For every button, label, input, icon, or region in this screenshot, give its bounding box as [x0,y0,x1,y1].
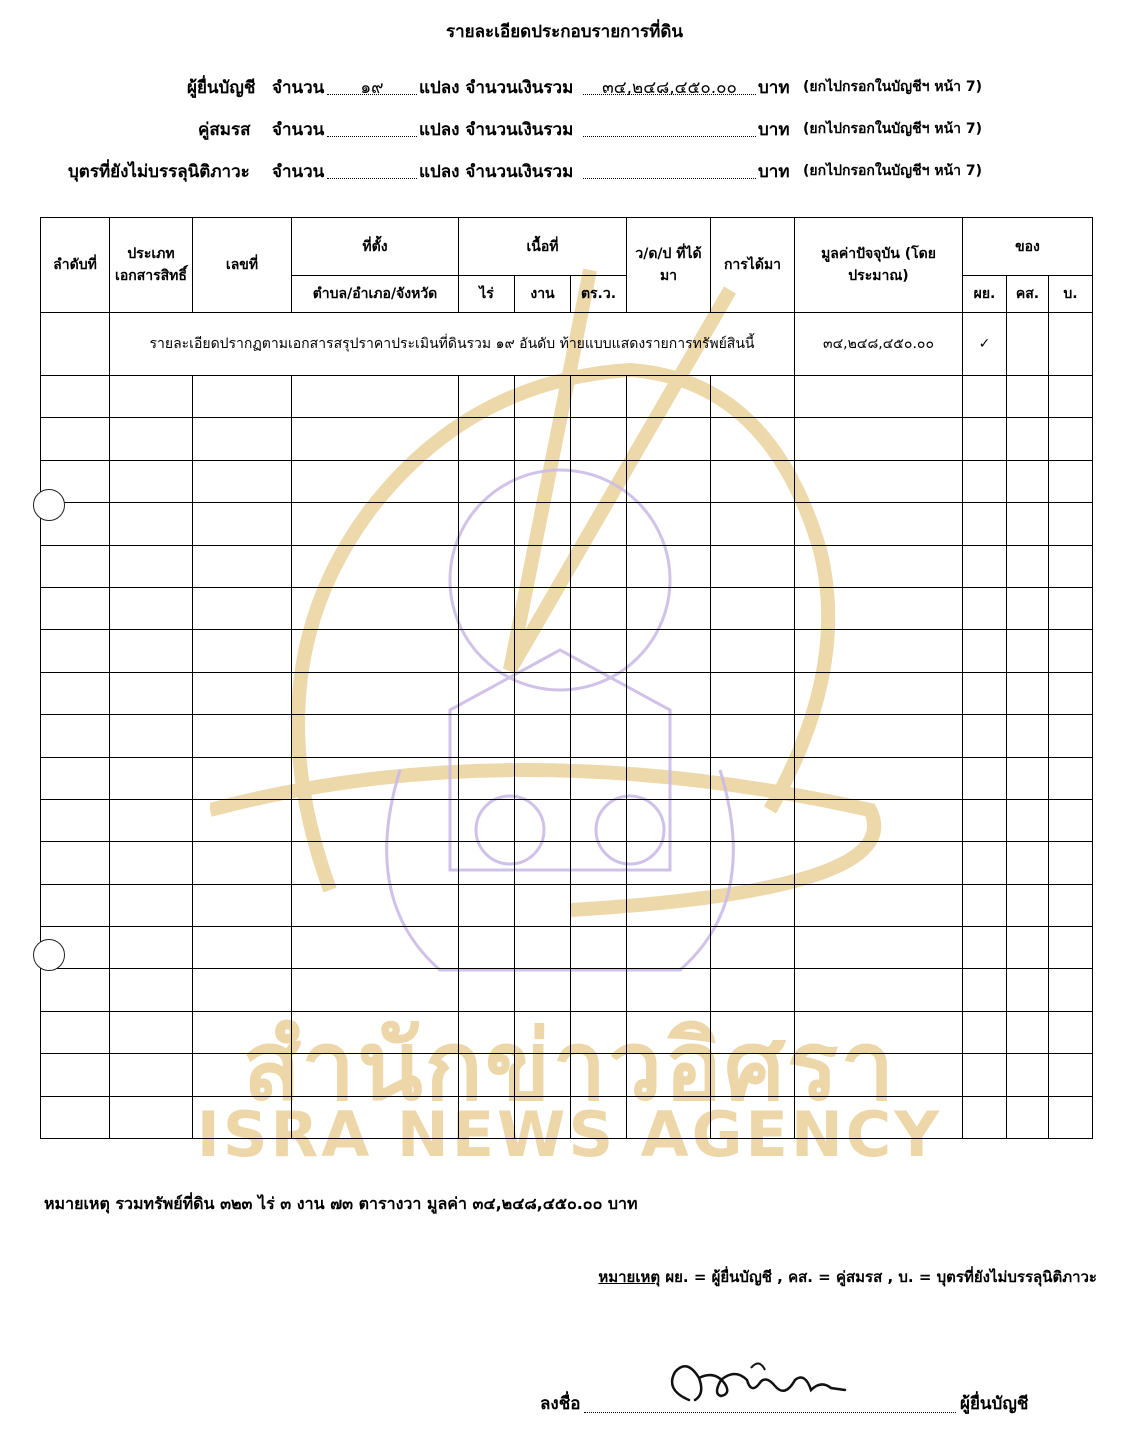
table-row [41,376,1093,418]
table-row [41,715,1093,757]
signature-suffix: ผู้ยื่นบัญชี [960,1394,1029,1414]
col-location-sub: ตำบล/อำเภอ/จังหวัด [292,276,459,313]
table-row [41,799,1093,841]
table-row [41,418,1093,460]
table-row [41,1011,1093,1053]
row-description: รายละเอียดปรากฏตามเอกสารสรุปราคาประเมินที่ดินรวม ๑๙ อันดับ ท้ายแบบแสดงรายการทรัพย์สินนี้ [110,313,795,376]
filer-total: ๓๔,๒๔๘,๔๕๐.๐๐ [583,74,756,95]
spouse-label: คู่สมรส [198,120,251,140]
table-row [41,757,1093,799]
child-note: (ยกไปกรอกในบัญชีฯ หน้า 7) [803,163,983,179]
col-date: ว/ด/ป ที่ได้มา [627,218,711,313]
child-count [327,158,417,179]
table-row [41,969,1093,1011]
spouse-note: (ยกไปกรอกในบัญชีฯ หน้า 7) [803,121,983,137]
table-row [41,630,1093,672]
table-row [41,313,1093,376]
punch-hole-icon [33,939,65,971]
filer-currency: บาท [758,78,790,98]
footnote: หมายเหตุ รวมทรัพย์ที่ดิน ๓๒๓ ไร่ ๓ งาน ๗๓ ตารางวา มูลค่า ๓๔,๒๔๘,๔๕๐.๐๐ บาท [44,1194,638,1213]
signature-prefix: ลงชื่อ [540,1394,581,1414]
col-ngan: งาน [515,276,571,313]
spouse-currency: บาท [758,120,790,140]
table-row [41,672,1093,714]
filer-count-label: จำนวน [272,78,325,98]
punch-hole-icon [33,489,65,521]
col-rai: ไร่ [459,276,515,313]
filer-label: ผู้ยื่นบัญชี [187,78,256,98]
spouse-count [327,116,417,137]
watermark-english: ISRA NEWS AGENCY [196,1098,943,1171]
table-row [41,460,1093,502]
child-count-label: จำนวน [272,162,325,182]
col-number: เลขที่ [193,218,292,313]
col-owner-filer: ผย. [963,276,1007,313]
watermark-thai: สำนักข่าวอิศรา [242,1010,897,1122]
child-currency: บาท [758,162,790,182]
row-filer-check: ✓ [963,313,1007,376]
land-table [40,217,1093,1139]
summary-filer [0,74,1000,100]
col-sq-wa: ตร.ว. [571,276,627,313]
col-order: ลำดับที่ [41,218,110,313]
table-row [41,842,1093,884]
child-parcel-label: แปลง จำนวนเงินรวม [419,162,574,182]
signature-scribble-icon [655,1350,855,1415]
spouse-total [583,116,756,137]
table-row [41,884,1093,926]
table-row [41,587,1093,629]
table-row [41,1096,1093,1138]
child-total [583,158,756,179]
table-row [41,545,1093,587]
header-row-1 [41,218,1093,276]
summary-child [0,158,1000,184]
filer-note: (ยกไปกรอกในบัญชีฯ หน้า 7) [803,79,983,95]
filer-count: ๑๙ [327,74,417,95]
col-owner-child: บ. [1049,276,1093,313]
col-acquisition: การได้มา [711,218,795,313]
col-owner: ของ [963,218,1093,276]
summary-spouse [0,116,1000,142]
table-row [41,1054,1093,1096]
col-value: มูลค่าปัจจุบัน (โดยประมาณ) [795,218,963,313]
legend-label: หมายเหตุ [598,1268,661,1286]
legend [598,1265,1097,1289]
col-location: ที่ตั้ง [292,218,459,276]
table-row [41,927,1093,969]
filer-parcel-label: แปลง จำนวนเงินรวม [419,78,574,98]
col-doc-type: ประเภทเอกสารสิทธิ์ [110,218,193,313]
page-title: รายละเอียดประกอบรายการที่ดิน [445,22,684,42]
child-label: บุตรที่ยังไม่บรรลุนิติภาวะ [68,162,250,182]
spouse-parcel-label: แปลง จำนวนเงินรวม [419,120,574,140]
table-row [41,503,1093,545]
row-value: ๓๔,๒๔๘,๔๕๐.๐๐ [795,313,963,376]
legend-text: ผย. = ผู้ยื่นบัญชี , คส. = คู่สมรส , บ. = บุตรที่ยังไม่บรรลุนิติภาวะ [660,1268,1097,1286]
col-owner-spouse: คส. [1007,276,1049,313]
col-area: เนื้อที่ [459,218,627,276]
spouse-count-label: จำนวน [272,120,325,140]
